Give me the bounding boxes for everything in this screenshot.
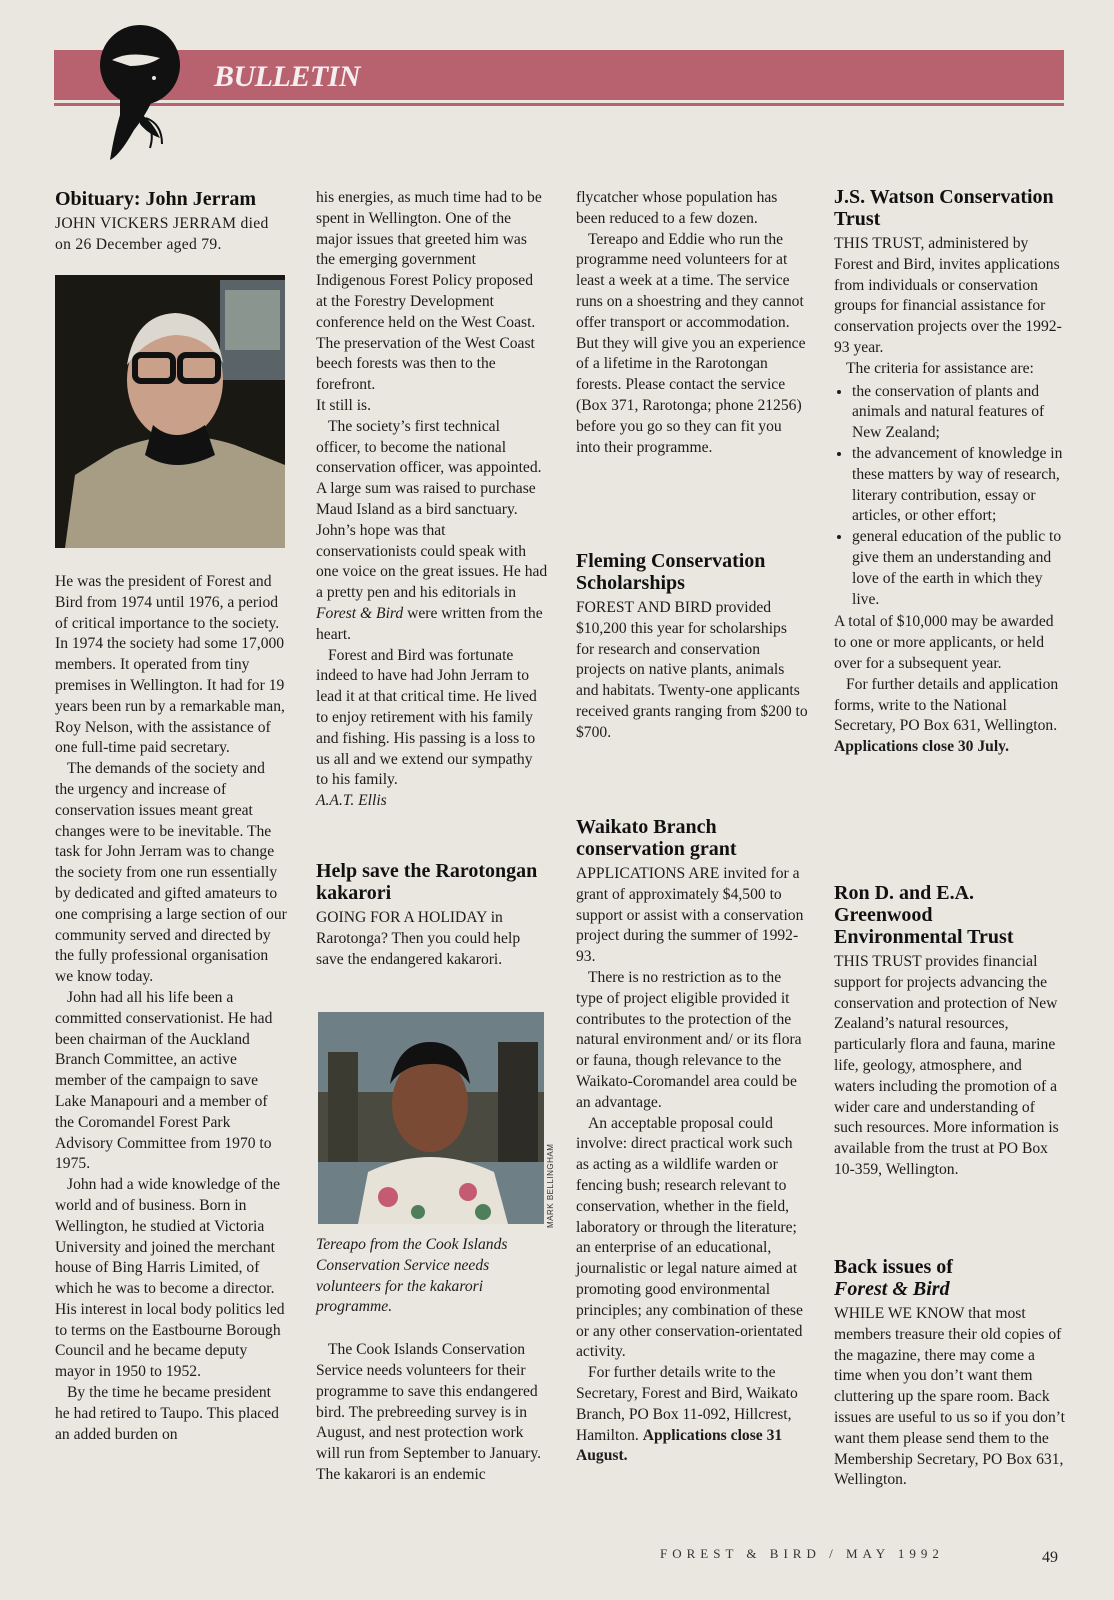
page-number: 49: [1042, 1549, 1058, 1566]
bird-logo-icon: [90, 20, 190, 168]
watson-paragraph: A total of $10,000 may be awarded to one or more applicants, or held over for a subsequent year.: [834, 613, 1054, 672]
fleming-paragraph: FOREST AND BIRD provided $10,200 this year for scholarships for research and conservation projects on native plants, animals and habitats. Twenty-one applicants received grants ranging from $200 to $700.: [576, 599, 808, 741]
banner-rule: [54, 103, 1064, 106]
fleming-heading: Fleming Conservation Scholarships: [576, 550, 766, 594]
kakarori-paragraph: Tereapo and Eddie who run the programme need volunteers for at least a week at a time. The service runs on a shoestring and they cannot offer transport or accommodation. But they will give you an experience of a lifetime in the Rarotongan forests. Please contact the service (Box 371, Rarotonga; phone 21256) before you go so they can fit you into their programme.: [576, 230, 806, 456]
obituary-paragraph: John had a wide knowledge of the world and of business. Born in Wellington, he studied at Victoria University and joined the merchant house of Bing Harris Limited, of which he was to become a director. His interest in local body politics led to terms on the Eastbourne Borough Council and he became deputy mayor in 1950 to 1952.: [55, 1176, 285, 1381]
waikato-paragraph: There is no restriction as to the type of project eligible provided it contributes to the protection of the natural environment and/ or its flora or fauna, though relevance to the Waikato-Coromandel area could be an advantage.: [576, 968, 802, 1111]
waikato-paragraph: APPLICATIONS ARE invited for a grant of approximately $4,500 to support or assist with a conservation project during the summer of 1992-93.: [576, 865, 804, 966]
obituary-paragraph: The demands of the society and the urgency and increase of conservation issues meant great changes were to be inevitable. The task for John Jerram was to change the society from one run essentially by dedicated and gifted amateurs to one comprising a large section of our community served and directed by the fully professional organisation we know today.: [55, 760, 287, 986]
list-item: • the conservation of plants and animals and natural features of New Zealand;: [852, 382, 1066, 444]
obituary-paragraph: He was the president of Forest and Bird from 1974 until 1976, a period of critical importance to the society. In 1974 the society had some 17,000 members. It operated from tiny premises in Wellington. It had for 19 years been run by a remarkable man, Roy Nelson, with the assistance of one full-time paid secretary.: [55, 573, 285, 757]
watson-section: [834, 186, 1066, 758]
obituary-paragraph: his energies, as much time had to be spent in Wellington. One of the major issues that greeted him was the emerging government Indigenous Forest Policy proposed at the Forestry Development conference held on the West Coast. The preservation of the West Coast beech forests was then to the forefront.: [316, 189, 542, 394]
bulletin-banner: [54, 50, 1064, 100]
obituary-heading: Obituary: John Jerram: [55, 188, 257, 210]
obituary-column: [55, 188, 287, 256]
watson-paragraph: The criteria for assistance are:: [846, 359, 1034, 377]
kakarori-paragraph: The Cook Islands Conservation Service needs volunteers for their programme to save this endangered bird. The prebreeding survey is in August, and nest protection work will run from September to January. The kakarori is an endemic: [316, 1341, 542, 1483]
kakarori-continued: [576, 188, 808, 458]
watson-deadline: Applications close 30 July.: [834, 738, 1010, 756]
watson-paragraph: For further details and application forms, write to the National Secretary, PO Box 631, Wellington. Applications close 30 July.: [834, 675, 1059, 756]
obituary-body: [55, 572, 287, 1445]
backissues-paragraph: WHILE WE KNOW that most members treasure their old copies of the magazine, there may come a time when you don’t want them cluttering up the spare room. Back issues are useful to us so if you don’t want them please send them to the Membership Secretary, PO Box 631, Wellington.: [834, 1305, 1065, 1489]
obituary-signature: A.A.T. Ellis: [316, 792, 387, 810]
kakarori-intro: GOING FOR A HOLIDAY in Rarotonga? Then you could help save the endangered kakarori.: [316, 909, 521, 968]
photo-caption: Tereapo from the Cook Islands Conservation Service needs volunteers for the kakarori programme.: [316, 1236, 508, 1316]
magazine-title: Forest & Bird: [316, 604, 404, 622]
backissues-section: [834, 1256, 1066, 1491]
greenwood-heading: Ron D. and E.A. Greenwood Environmental Trust: [834, 882, 1014, 948]
obituary-paragraph: Forest and Bird was fortunate indeed to have had John Jerram to lead it at that critical time. He lived to enjoy retirement with his family and fishing. His passing is a loss to us all and we extend our sympathy to his family.: [316, 646, 537, 789]
obituary-paragraph: The society’s first technical officer, to become the national conservation officer, was appointed. A large sum was raised to purchase Maud Island as a bird sanctuary. John’s hope was that conservationists could speak with one voice on the great issues. He had a pretty pen and his editorials in Forest & Bird were written from the heart.: [316, 417, 548, 643]
watson-paragraph: THIS TRUST, administered by Forest and Bird, invites applications from individuals or conservation groups for financial assistance for conservation projects over the 1992-93 year.: [834, 235, 1062, 356]
waikato-section: [576, 816, 808, 1467]
kakarori-section: [316, 860, 548, 970]
obituary-paragraph: It still is.: [316, 396, 372, 414]
footer-masthead: FOREST & BIRD / MAY 1992: [660, 1546, 944, 1561]
tereapo-photo: [318, 1012, 544, 1224]
waikato-paragraph: For further details write to the Secretary, Forest and Bird, Waikato Branch, PO Box 11-092, Hillcrest, Hamilton. Applications close 31 August.: [576, 1364, 798, 1465]
watson-heading: J.S. Watson Conservation Trust: [834, 186, 1054, 230]
kakarori-heading: Help save the Rarotongan kakarori: [316, 860, 538, 904]
obituary-intro: JOHN VICKERS JERRAM died on 26 December aged 79.: [55, 215, 269, 253]
waikato-paragraph: An acceptable proposal could involve: direct practical work such as acting as a wildlife warden or fencing bush; research relevant to conservation, whether in the field, laboratory or through the literature; an enterprise of an educational, journalistic or legal nature aimed at promoting good environmental principles; any combination of these or any other conservation-orientated activity.: [576, 1114, 803, 1361]
waikato-heading: Waikato Branch conservation grant: [576, 816, 737, 860]
list-item: • the advancement of knowledge in these matters by way of research, literary contribution, essay or articles, or other effort;: [852, 444, 1066, 527]
fleming-section: [576, 550, 808, 744]
obituary-paragraph: By the time he became president he had retired to Taupo. This placed an added burden on: [55, 1384, 279, 1443]
greenwood-section: [834, 882, 1066, 1181]
john-jerram-photo: [55, 275, 285, 548]
obituary-paragraph: John had all his life been a committed conservationist. He had been chairman of the Auckland Branch Committee, an active member of the campaign to save Lake Manapouri and a member of the Coromandel Forest Park Advisory Committee from 1970 to 1975.: [55, 988, 273, 1173]
photo-credit: MARK BELLINGHAM: [546, 1143, 555, 1228]
backissues-heading: Back issues of Forest & Bird: [834, 1256, 953, 1300]
kakarori-body: [316, 1235, 548, 1486]
waikato-deadline: Applications close 31 August.: [576, 1426, 783, 1465]
kakarori-paragraph: flycatcher whose population has been reduced to a few dozen.: [576, 189, 778, 227]
criteria-list: [834, 382, 1066, 611]
bulletin-title: BULLETIN: [214, 60, 360, 93]
list-item: • general education of the public to give them an understanding and love of the earth in which they live.: [852, 527, 1066, 610]
greenwood-paragraph: THIS TRUST provides financial support for projects advancing the conservation and protection of New Zealand’s natural resources, particularly flora and fauna, marine life, geology, atmosphere, and waters including the promotion of a wider care and understanding of such resources. More information is available from the trust at PO Box 10-359, Wellington.: [834, 953, 1059, 1178]
obituary-continued: [316, 188, 548, 812]
